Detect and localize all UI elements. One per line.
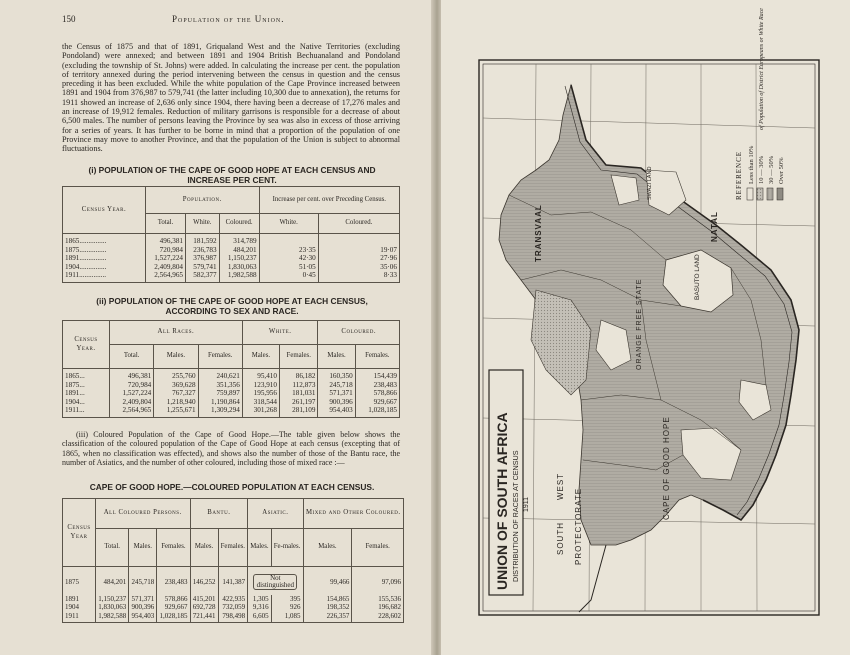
t1-h-white: White. xyxy=(186,214,220,234)
table-row xyxy=(63,398,400,407)
t3-h-females: Females. xyxy=(157,529,190,567)
t2-col-females: 1,028,185 xyxy=(355,406,399,417)
t2-h-all-races: All Races. xyxy=(110,321,243,345)
table-row xyxy=(63,369,400,381)
t3-h-asiatic-females: Fe-males. xyxy=(271,529,303,567)
legend-swatch-2 xyxy=(757,188,763,200)
t2-total: 496,381 xyxy=(110,369,154,381)
table-row xyxy=(63,254,400,263)
table2-title xyxy=(62,296,402,316)
label-south: SOUTH xyxy=(556,522,565,555)
t2-h-total: Total. xyxy=(110,345,154,369)
t1-h-increase: Increase per cent. over Preceding Census. xyxy=(259,187,399,214)
t3-total: 1,830,063 xyxy=(96,603,129,612)
t1-inc-coloured: 27·96 xyxy=(318,254,399,263)
t2-total: 2,564,965 xyxy=(110,406,154,417)
label-cape-of-good-hope: CAPE OF GOOD HOPE xyxy=(662,416,671,520)
t2-h-all-females: Females. xyxy=(198,345,242,369)
t1-white: 579,741 xyxy=(186,263,220,272)
t1-h-inc-coloured: Coloured. xyxy=(318,214,399,234)
t2-year: 1865... xyxy=(63,369,110,381)
t2-all-females: 1,190,864 xyxy=(198,398,242,407)
label-transvaal: TRANSVAAL xyxy=(534,204,543,262)
t2-h-col-females: Females. xyxy=(355,345,399,369)
label-swaziland: SWAZI LAND xyxy=(647,166,653,200)
table-row xyxy=(63,567,404,595)
t2-year: 1904... xyxy=(63,398,110,407)
legend-swatch-1 xyxy=(747,188,753,200)
t3-mixed-males: 154,865 xyxy=(303,595,352,604)
t3-mixed-females: 155,536 xyxy=(352,595,404,604)
t2-col-males: 571,371 xyxy=(318,389,355,398)
map-year: 1911 xyxy=(523,496,530,512)
t3-bantu-males: 721,441 xyxy=(190,612,218,623)
intro-paragraph xyxy=(62,42,400,154)
table-row xyxy=(63,612,404,623)
t3-asiatic-males: 6,605 xyxy=(248,612,272,623)
t1-inc-coloured: 8·33 xyxy=(318,271,399,282)
race-distribution-map xyxy=(441,0,850,655)
legend-item-4: Over 50% xyxy=(778,157,785,184)
t1-total: 2,409,804 xyxy=(146,263,186,272)
t3-females: 929,667 xyxy=(157,603,190,612)
label-protectorate: PROTECTORATE xyxy=(574,487,583,565)
t2-all-females: 759,897 xyxy=(198,389,242,398)
label-orange-free-state: ORANGE FREE STATE xyxy=(636,278,643,370)
t1-inc-coloured: 35·06 xyxy=(318,263,399,272)
t2-h-all-males: Males. xyxy=(154,345,198,369)
t3-h-total: Total. xyxy=(96,529,129,567)
t1-inc-white: 42·30 xyxy=(259,254,318,263)
t1-h-population: Population. xyxy=(146,187,260,214)
t2-col-males: 160,350 xyxy=(318,369,355,381)
map-title: UNION OF SOUTH AFRICA xyxy=(494,412,510,590)
t1-year: 1865............... xyxy=(63,234,146,246)
t3-mixed-females: 228,602 xyxy=(352,612,404,623)
legend-caption: of Population of District Europeans or White Race xyxy=(759,8,765,130)
right-page xyxy=(441,0,850,655)
table-row xyxy=(63,271,400,282)
map-legend xyxy=(735,8,785,200)
t3-bantu-males: 692,728 xyxy=(190,603,218,612)
t3-mixed-males: 198,352 xyxy=(303,603,352,612)
t3-asiatic-males: 1,305 xyxy=(248,595,272,604)
t3-bantu-females: 732,059 xyxy=(218,603,248,612)
t3-females: 1,028,185 xyxy=(157,612,190,623)
legend-swatch-4 xyxy=(777,188,783,200)
table2-title-line2: ACCORDING TO SEX AND RACE. xyxy=(165,306,299,316)
t1-total: 496,381 xyxy=(146,234,186,246)
t2-all-females: 351,356 xyxy=(198,381,242,390)
table2-title-line1: (ii) POPULATION OF THE CAPE OF GOOD HOPE AT EACH CENSUS, xyxy=(96,296,368,306)
table1 xyxy=(62,186,400,283)
t3-mixed-females: 97,096 xyxy=(352,567,404,595)
t2-white-males: 195,956 xyxy=(242,389,279,398)
t2-white-males: 318,544 xyxy=(242,398,279,407)
t2-h-coloured: Coloured. xyxy=(318,321,400,345)
legend-heading: REFERENCE xyxy=(735,150,743,200)
t3-asiatic-not-distinguished xyxy=(248,567,303,595)
t3-males: 900,396 xyxy=(129,603,157,612)
t2-all-males: 255,760 xyxy=(154,369,198,381)
t2-total: 2,409,804 xyxy=(110,398,154,407)
table-row xyxy=(63,381,400,390)
t3-asiatic-females: 395 xyxy=(271,595,303,604)
t2-white-females: 112,873 xyxy=(279,381,318,390)
t3-h-bantu-males: Males. xyxy=(190,529,218,567)
t3-bantu-males: 146,252 xyxy=(190,567,218,595)
t1-h-coloured: Coloured. xyxy=(219,214,259,234)
t2-all-males: 1,255,671 xyxy=(154,406,198,417)
t3-males: 954,403 xyxy=(129,612,157,623)
t3-mixed-males: 99,466 xyxy=(303,567,352,595)
t1-coloured: 1,982,588 xyxy=(219,271,259,282)
t1-total: 2,564,965 xyxy=(146,271,186,282)
legend-item-2: 10 — 30% xyxy=(758,155,765,184)
t3-h-all-coloured: All Coloured Persons. xyxy=(96,499,191,529)
table1-title xyxy=(62,165,402,185)
t2-col-females: 578,866 xyxy=(355,389,399,398)
t1-year: 1891............... xyxy=(63,254,146,263)
t3-males: 571,371 xyxy=(129,595,157,604)
table3-title: CAPE OF GOOD HOPE.—COLOURED POPULATION AT EACH CENSUS. xyxy=(89,482,375,492)
intro-text: the Census of 1875 and that of 1891, Griqualand West and the Native Territories (excluding Pondoland) were annexed; and between 1891 and 1904 British Bechuanaland and Pondoland (excluding the township of St. Johns) were added. In calculating the increase per cent. the population of territory annexed during the period intervening between the census in question and the census preceding it has been excluded. While the white population of the Cape Province increased between 1891 and 1904 from 376,987 to 579,741 (the latter including 10,300 due to annexation), the returns for 1911 showed an increase of 2,636 only since 1904, there having been a decrease of 17,276 males and an increase of 19,912 females. Reduction of military garrisons is responsible for a decrease of about 6,500 males. The number of persons leaving the Province by sea was also in excess of those arriving for a series of years. It has further to be borne in mind that a proportion of the population of one Province may move to another Province, and that the population of the Union is subject to abnormal fluctuations. xyxy=(62,42,400,154)
t1-h-inc-white: White. xyxy=(259,214,318,234)
t2-col-females: 238,483 xyxy=(355,381,399,390)
t1-year: 1904............... xyxy=(63,263,146,272)
t3-year: 1911 xyxy=(63,612,96,623)
table-row xyxy=(63,603,404,612)
t1-year: 1875............... xyxy=(63,246,146,255)
t2-all-males: 767,327 xyxy=(154,389,198,398)
south-west-border xyxy=(579,545,606,612)
t1-total: 1,527,224 xyxy=(146,254,186,263)
t2-total: 1,527,224 xyxy=(110,389,154,398)
table3 xyxy=(62,498,404,623)
t3-bantu-females: 422,935 xyxy=(218,595,248,604)
t3-h-bantu: Bantu. xyxy=(190,499,248,529)
table-row xyxy=(63,595,404,604)
t1-inc-coloured: 19·07 xyxy=(318,246,399,255)
note-text: (iii) Coloured Population of the Cape of Good Hope.—The table given below shows the classification of the coloured population of the Cape of Good Hope at each census (excepting that of 1865, when no classification was effected), and shows also the number of those of the Bantu race, the number of Asiatics, and the number of other coloured, including those of mixed race :— xyxy=(62,430,400,467)
t2-all-females: 1,309,294 xyxy=(198,406,242,417)
t3-bantu-females: 141,387 xyxy=(218,567,248,595)
t3-asiatic-males: 9,316 xyxy=(248,603,272,612)
table1-title-line1: (i) POPULATION OF THE CAPE OF GOOD HOPE AT EACH CENSUS AND xyxy=(88,165,376,175)
t2-white-females: 86,182 xyxy=(279,369,318,381)
legend-item-3: 30 — 50% xyxy=(768,155,775,184)
t3-females: 238,483 xyxy=(157,567,190,595)
t1-inc-coloured xyxy=(318,234,399,246)
table1-title-line2: INCREASE PER CENT. xyxy=(187,175,277,185)
table-row xyxy=(63,263,400,272)
t3-mixed-females: 196,682 xyxy=(352,603,404,612)
t3-h-bantu-females: Females. xyxy=(218,529,248,567)
note-paragraph xyxy=(62,430,400,467)
t2-white-males: 95,410 xyxy=(242,369,279,381)
t2-year: 1891... xyxy=(63,389,110,398)
t3-year: 1891 xyxy=(63,595,96,604)
table-row xyxy=(63,234,400,246)
t2-total: 720,984 xyxy=(110,381,154,390)
t2-h-white-females: Females. xyxy=(279,345,318,369)
t1-year: 1911............... xyxy=(63,271,146,282)
t1-inc-white: 51·05 xyxy=(259,263,318,272)
t2-white-females: 181,031 xyxy=(279,389,318,398)
t2-white-females: 281,109 xyxy=(279,406,318,417)
table2 xyxy=(62,320,400,418)
t2-year: 1875... xyxy=(63,381,110,390)
legend-item-1: Less than 10% xyxy=(748,145,755,184)
t2-h-white: White. xyxy=(242,321,318,345)
t1-white: 582,377 xyxy=(186,271,220,282)
t3-bantu-females: 798,498 xyxy=(218,612,248,623)
t1-coloured: 1,150,237 xyxy=(219,254,259,263)
t1-white: 376,987 xyxy=(186,254,220,263)
table-row xyxy=(63,246,400,255)
t2-all-males: 1,218,940 xyxy=(154,398,198,407)
t3-year: 1875 xyxy=(63,567,96,595)
t2-col-males: 245,718 xyxy=(318,381,355,390)
t1-h-total: Total. xyxy=(146,214,186,234)
t3-total: 484,201 xyxy=(96,567,129,595)
not-distinguished-brace: Not distinguished xyxy=(253,574,297,590)
t1-coloured: 314,789 xyxy=(219,234,259,246)
t1-h-census-year: Census Year. xyxy=(63,187,146,234)
t1-white: 181,592 xyxy=(186,234,220,246)
t3-total: 1,982,588 xyxy=(96,612,129,623)
t2-h-census-year: Census Year. xyxy=(63,321,110,369)
label-basutoland: BASUTO LAND xyxy=(694,254,701,300)
table-row xyxy=(63,406,400,417)
map-subtitle: DISTRIBUTION OF RACES AT CENSUS xyxy=(511,450,520,582)
t3-bantu-males: 415,201 xyxy=(190,595,218,604)
t2-h-col-males: Males. xyxy=(318,345,355,369)
running-head-title: Population of the Union. xyxy=(172,14,285,24)
t3-females: 578,866 xyxy=(157,595,190,604)
t1-inc-white xyxy=(259,234,318,246)
t2-all-females: 240,621 xyxy=(198,369,242,381)
t2-h-white-males: Males. xyxy=(242,345,279,369)
t3-h-asiatic: Asiatic. xyxy=(248,499,303,529)
t3-h-mixed: Mixed and Other Coloured. xyxy=(303,499,403,529)
t2-col-males: 900,396 xyxy=(318,398,355,407)
t3-total: 1,150,237 xyxy=(96,595,129,604)
t1-white: 236,783 xyxy=(186,246,220,255)
t3-asiatic-females: 1,085 xyxy=(271,612,303,623)
page-number: 150 xyxy=(62,14,76,24)
t2-white-females: 261,197 xyxy=(279,398,318,407)
t3-males: 245,718 xyxy=(129,567,157,595)
t2-year: 1911... xyxy=(63,406,110,417)
t3-h-mixed-females: Females. xyxy=(352,529,404,567)
t3-mixed-males: 226,357 xyxy=(303,612,352,623)
t2-col-females: 154,439 xyxy=(355,369,399,381)
legend-swatch-3 xyxy=(767,188,773,200)
t1-total: 720,984 xyxy=(146,246,186,255)
t1-inc-white: 0·45 xyxy=(259,271,318,282)
t2-white-males: 301,268 xyxy=(242,406,279,417)
t2-white-males: 123,910 xyxy=(242,381,279,390)
t1-coloured: 484,201 xyxy=(219,246,259,255)
t1-inc-white: 23·35 xyxy=(259,246,318,255)
t2-col-females: 929,667 xyxy=(355,398,399,407)
t3-year: 1904 xyxy=(63,603,96,612)
label-natal: NATAL xyxy=(710,211,719,242)
t3-h-census-year: Census Year xyxy=(63,499,96,567)
table-row xyxy=(63,389,400,398)
label-west: WEST xyxy=(556,472,565,500)
t3-h-mixed-males: Males. xyxy=(303,529,352,567)
t2-all-males: 369,628 xyxy=(154,381,198,390)
t2-col-males: 954,403 xyxy=(318,406,355,417)
t3-h-asiatic-males: Males. xyxy=(248,529,272,567)
t3-h-males: Males. xyxy=(129,529,157,567)
t3-asiatic-females: 926 xyxy=(271,603,303,612)
t1-coloured: 1,830,063 xyxy=(219,263,259,272)
